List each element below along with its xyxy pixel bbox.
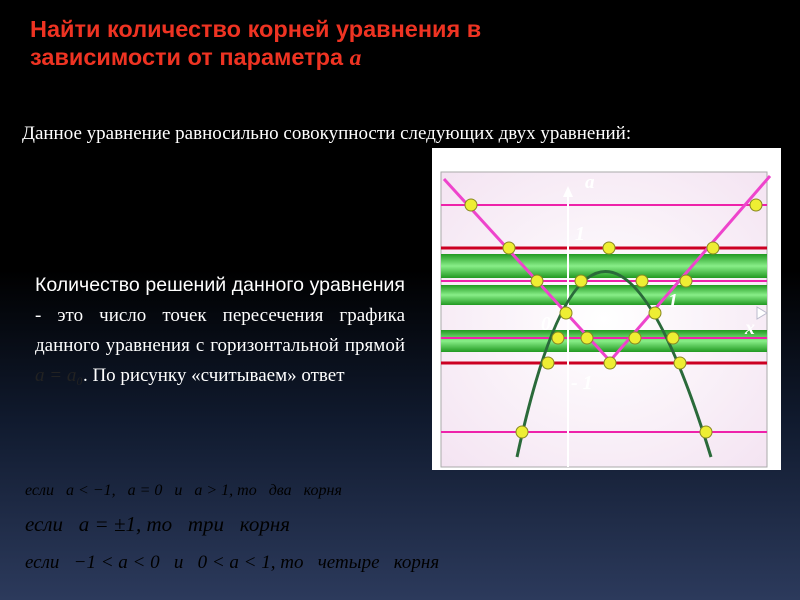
explanation-tail: . По рисунку «считываем» ответ [82,365,345,386]
intersection-point [552,332,564,344]
intersection-point [516,426,528,438]
intersection-point [465,199,477,211]
explanation-lead: Количество решений данного уравнения [35,274,405,296]
intersection-point [674,357,686,369]
a-minus-one-label: - 1 [571,372,593,394]
intersection-point [649,307,661,319]
intersection-point [503,242,515,254]
green-band-3 [441,330,767,352]
x-axis-label: x [745,317,755,339]
intersection-point [542,357,554,369]
a-axis-label: a [585,172,595,193]
answer-three-roots: если a = ±1, то три корня [25,512,291,536]
explanation-formula: a = a₀ [35,365,83,386]
x-one-label: 1 [668,290,678,312]
intersection-point [604,357,616,369]
intersection-point [636,275,648,287]
intersection-point [581,332,593,344]
intersection-point [700,426,712,438]
intersection-point [603,242,615,254]
green-band-2 [441,285,767,305]
answers-block [25,478,785,582]
explanation-body: - это число точек пересечения графика данного уравнения с горизонтальной прямой [35,305,405,356]
intro-text: Данное уравнение равносильно совокупности следующих двух уравнений: [22,123,632,144]
intersection-point [707,242,719,254]
a-one-label: 1 [575,223,585,245]
green-band-1 [441,254,767,278]
intersection-point [629,332,641,344]
plot-background [441,172,767,467]
intersection-point [575,275,587,287]
slide-title: Найти количество корней уравнения в зависимости от параметра a [30,16,482,71]
intersection-point [667,332,679,344]
title-parameter: a [349,45,362,71]
intersection-point [531,275,543,287]
intersection-point [680,275,692,287]
origin-label: 0 [541,313,551,335]
answer-two-roots: если a < −1, a = 0 и a > 1, то два корня [25,482,342,499]
explanation-text [35,270,405,391]
intersection-point [560,307,572,319]
answer-four-roots: если −1 < a < 0 и 0 < a < 1, то четыре корня [25,552,440,573]
intersection-point [750,199,762,211]
